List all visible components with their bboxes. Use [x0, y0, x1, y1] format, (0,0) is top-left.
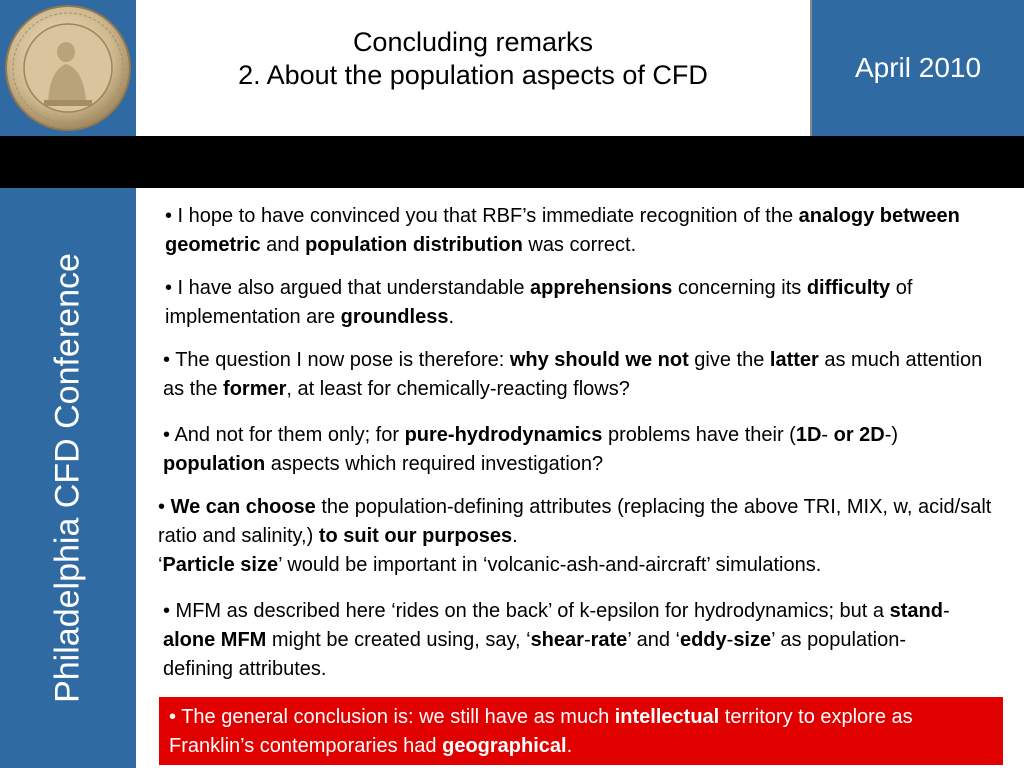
- text-run: • The general conclusion is: we still have as much: [169, 706, 615, 728]
- text-run: as much attention as the: [163, 349, 983, 400]
- text-run: apprehensions: [530, 277, 673, 299]
- text-run: • The question I now pose is therefore:: [163, 349, 510, 371]
- text-run: problems have their (: [602, 424, 796, 446]
- text-run: geographical: [442, 735, 567, 757]
- text-run: population distribution: [305, 234, 523, 256]
- text-run: -: [942, 600, 950, 622]
- text-run: ’ would be important in ‘volcanic-ash-and-aircraft’ simulations.: [278, 554, 822, 576]
- text-run: give the: [688, 349, 770, 371]
- header-divider-band: [0, 136, 1024, 188]
- text-run: latter: [769, 349, 819, 371]
- text-run: aspects which required investigation?: [265, 453, 604, 475]
- text-run: or 2D: [833, 424, 885, 446]
- text-run: why should we not: [509, 349, 689, 371]
- text-run: difficulty: [806, 277, 891, 299]
- text-run: stand: [889, 600, 943, 622]
- text-run: rate: [590, 629, 628, 651]
- text-run: -: [726, 629, 734, 651]
- text-run: .: [512, 525, 518, 547]
- text-run: ’ and ‘: [627, 629, 680, 651]
- date-panel: [812, 0, 1024, 136]
- text-run: .: [448, 306, 455, 328]
- sidebar-conference-label: Philadelphia CFD Conference: [48, 253, 87, 703]
- text-run: We can choose: [170, 496, 316, 518]
- text-run: eddy: [679, 629, 727, 651]
- title-line-1: Concluding remarks: [352, 27, 594, 57]
- text-run: • I hope to have convinced you that RBF’s immediate recognition of the: [165, 205, 799, 227]
- text-run: • MFM as described here ‘rides on the back’ of k-epsilon for hydrodynamics; but a: [163, 600, 890, 622]
- text-run: territory to explore as Franklin’s contemporaries had: [169, 706, 913, 757]
- text-run: intellectual: [614, 706, 720, 728]
- text-run: .: [566, 735, 573, 757]
- text-run: -): [884, 424, 899, 446]
- text-run: alone MFM: [163, 629, 267, 651]
- text-run: -: [583, 629, 591, 651]
- text-run: was correct.: [522, 234, 637, 256]
- bullet-4: [163, 421, 973, 479]
- text-run: , at least for chemically-reacting flows?: [286, 378, 630, 400]
- text-run: ’ as population-defining attributes.: [163, 629, 907, 680]
- text-run: Particle size: [162, 554, 279, 576]
- bullet-5: [158, 493, 1018, 580]
- text-run: pure-hydrodynamics: [404, 424, 603, 446]
- text-run: 1D: [795, 424, 822, 446]
- bullet-3: [163, 346, 1008, 404]
- seal-panel: [0, 0, 136, 136]
- franklin-medal-logo: [4, 4, 132, 132]
- text-run: the population-defining attributes (replacing the above TRI, MIX, w, acid/salt ratio and salinity,): [158, 496, 992, 547]
- text-run: to suit our purposes: [318, 525, 513, 547]
- bullet-2: [165, 274, 995, 332]
- text-run: • And not for them only; for: [163, 424, 405, 446]
- text-run: •: [158, 496, 171, 518]
- bullet-1: [165, 202, 995, 260]
- text-run: -: [821, 424, 834, 446]
- text-run: of implementation are: [165, 277, 913, 328]
- text-run: ‘: [158, 554, 163, 576]
- page-title: [136, 26, 810, 92]
- conclusion-text: [169, 703, 999, 761]
- text-run: shear: [530, 629, 584, 651]
- date-label: April 2010: [854, 52, 982, 83]
- text-run: analogy between geometric: [165, 205, 960, 256]
- text-run: size: [733, 629, 772, 651]
- text-run: population: [163, 453, 266, 475]
- text-run: groundless: [340, 306, 449, 328]
- text-run: and: [260, 234, 306, 256]
- text-run: might be created using, say, ‘: [266, 629, 531, 651]
- text-run: • I have also argued that understandable: [165, 277, 531, 299]
- text-run: concerning its: [672, 277, 807, 299]
- text-run: former: [223, 378, 287, 400]
- bullet-6: [163, 597, 963, 684]
- title-line-2: 2. About the population aspects of CFD: [238, 60, 708, 90]
